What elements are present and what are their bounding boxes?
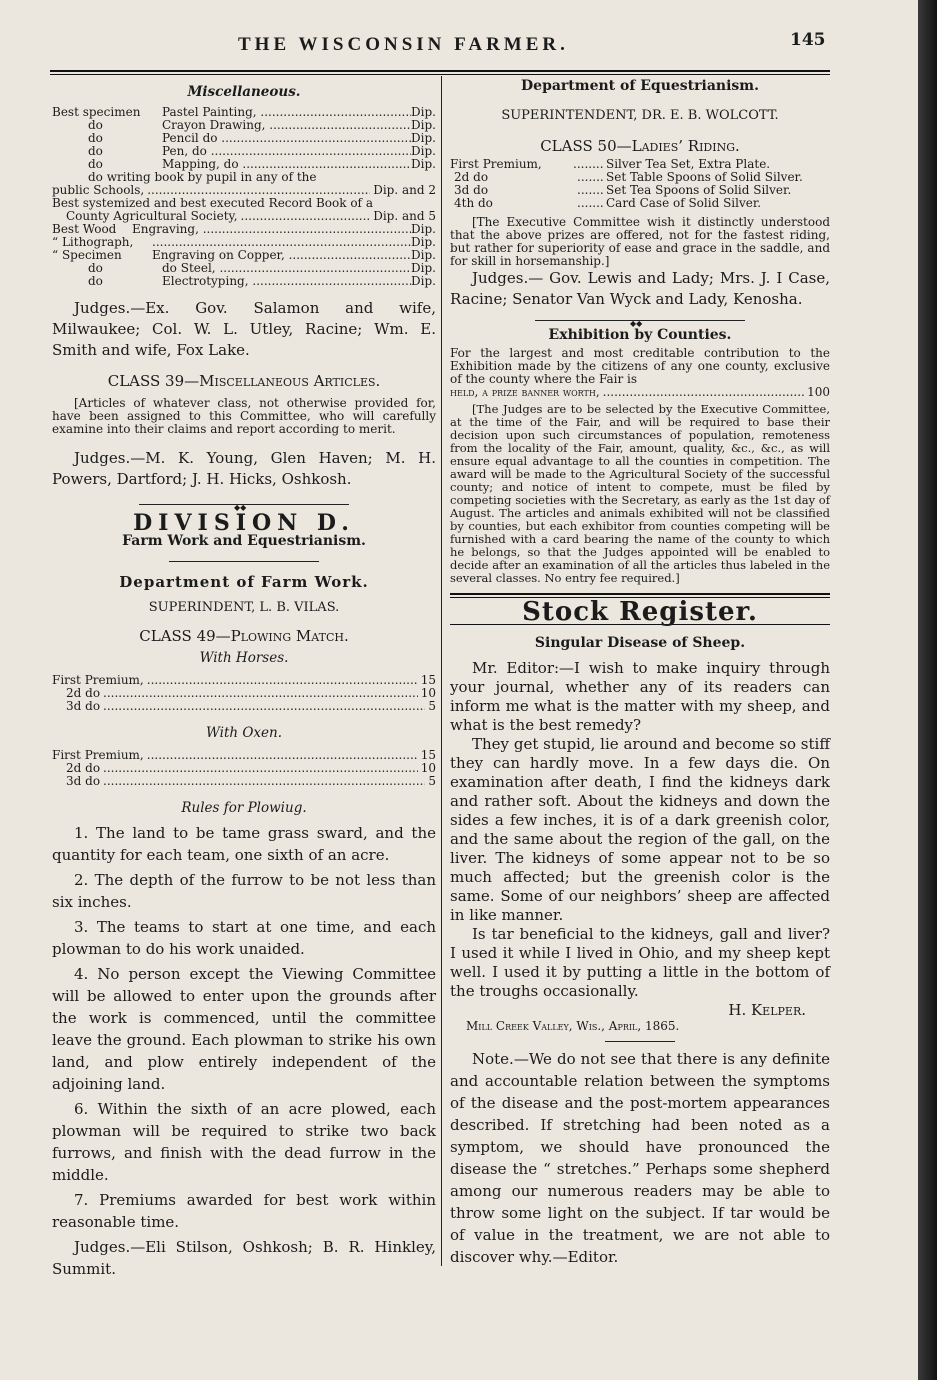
- premium-row: [52, 687, 436, 700]
- page-edge: [918, 0, 937, 1380]
- left-column: [52, 84, 436, 1280]
- superintendent-farm: SUPERINDENT, L. B. VILAS.: [148, 600, 340, 615]
- misc-item-c: Dip.: [411, 248, 436, 262]
- rule-item: 6. Within the sixth of an acre plowed, each plowman will be required to strike two back furrows, and finish with the dead furrow in the middle.: [52, 1100, 436, 1184]
- misc-item-b: Pen, do .....: [162, 145, 411, 158]
- misc-item-b: do Steel, .....: [162, 262, 411, 275]
- article-paragraph: Is tar beneficial to the kidneys, gall and liver? I used it while I lived in Ohio, and my sheep kept well. I used it by putting a little in the bottom of the troughs occasionally.: [450, 925, 830, 1000]
- misc-writing-label: public Schools,: [52, 183, 145, 197]
- misc-item-b: Pastel Painting, .....: [162, 106, 411, 119]
- division-heading: DIVISION D.: [133, 510, 355, 536]
- class-49-heading: CLASS 49—Plowing Match.: [139, 627, 349, 645]
- right-column: [450, 78, 830, 1268]
- premium-value: 10: [420, 686, 436, 700]
- misc-item-b: [152, 236, 411, 249]
- rule-item: 1. The land to be tame grass sward, and the quantity for each team, one sixth of an acre.: [52, 824, 436, 864]
- header-rule-thin: [50, 74, 830, 75]
- class-50-heading: CLASS 50—Ladies’ Riding.: [540, 137, 740, 155]
- section-rule-thick: [450, 593, 830, 595]
- misc-item-c: Dip.: [411, 235, 436, 249]
- section-rule: [605, 1041, 675, 1042]
- prize-value: Set Tea Spoons of Solid Silver.: [606, 183, 792, 197]
- prize-label: First Premium,: [450, 157, 542, 171]
- column-divider: [441, 76, 442, 1266]
- misc-item-c: Dip.: [411, 144, 436, 158]
- exhibition-text: For the largest and most creditable contribution to the Exhibition made by the citizens of any one county, exclusive of the county where the Fair is: [450, 346, 830, 386]
- misc-item-c: Dip.: [411, 274, 436, 288]
- rules-list: [52, 822, 436, 1280]
- misc-item-a: do: [88, 274, 103, 288]
- with-horses-heading: With Horses.: [199, 650, 289, 666]
- judges-eq: Judges.— Gov. Lewis and Lady; Mrs. J. I Case, Racine; Senator Van Wyck and Lady, Kenosha.: [450, 269, 830, 308]
- misc-item-b: Mapping, do .....: [162, 158, 411, 171]
- exhibition-prize-value: 100: [807, 385, 830, 399]
- page-number: 145: [790, 30, 826, 50]
- section-rule: [169, 561, 319, 562]
- misc-item-a: Best specimen: [52, 105, 141, 119]
- premium-label: 2d do: [66, 761, 101, 775]
- article-title: Singular Disease of Sheep.: [534, 635, 746, 651]
- prize-value: Set Table Spoons of Solid Silver.: [606, 170, 803, 184]
- running-title: THE WISCONSIN FARMER.: [238, 34, 569, 55]
- misc-item-b: Electrotyping, .....: [162, 275, 411, 288]
- misc-item-c: Dip.: [411, 131, 436, 145]
- premium-row: [52, 762, 436, 775]
- editor-note: Note.—We do not see that there is any definite and accountable relation between the symptoms of the disease and the post-mortem appearances described. If stretching had been noted as a symptom, we should have pronounced the disease the “ stretches.” Perhaps some shepherd among our numerous readers may be able to throw some light on the subject. If tar would be of value in the treatment, we are not able to discover why.—Editor.: [450, 1050, 830, 1266]
- misc-item: [52, 249, 436, 262]
- premium-label: 3d do: [66, 774, 101, 788]
- misc-item-b: Pencil do .....: [162, 132, 411, 145]
- misc-record-value: Dip. and 5: [373, 209, 436, 223]
- misc-record-line1: Best systemized and best executed Record Book of a: [52, 196, 373, 210]
- rule-item: 2. The depth of the furrow to be not less than six inches.: [52, 871, 436, 911]
- premium-value: 15: [420, 748, 436, 762]
- misc-writing-line1: do writing book by pupil in any of the: [88, 170, 317, 184]
- premium-row: [52, 749, 436, 762]
- section-rule: ◆◆: [535, 320, 745, 321]
- with-oxen-heading: With Oxen.: [205, 725, 283, 741]
- article-place: Mill Creek Valley, Wis., April, 1865.: [466, 1019, 680, 1033]
- misc-item-b: Engraving on Copper, .....: [152, 249, 411, 262]
- misc-writing-value: Dip. and 2: [373, 183, 436, 197]
- rule-item: 7. Premiums awarded for best work within reasonable time.: [52, 1191, 436, 1231]
- division-subheading: Farm Work and Equestrianism.: [122, 533, 366, 549]
- prize-label: 2d do: [454, 170, 489, 184]
- exhibition-prize-label: held, a prize banner worth,: [450, 385, 600, 399]
- misc-item: [52, 106, 436, 119]
- misc-item-a: “ Specimen: [52, 248, 122, 262]
- article-paragraph: They get stupid, lie around and become so stiff they can hardly move. In a few days die. On examination after death, I find the kidneys dark and rather soft. About the kidneys and down the sides a few inches, it is of a dark greenish color, and the same about the region of the gall, on the liver. The kidneys of some appear not to be so much affected; but the greenish color is the same. Some of our neighbors’ sheep are affected in like manner.: [450, 735, 830, 924]
- premium-label: 3d do: [66, 699, 101, 713]
- ladies-riding-prizes: [450, 158, 830, 210]
- misc-item-a: do: [88, 261, 103, 275]
- premium-value: 10: [420, 761, 436, 775]
- premium-value: 15: [420, 673, 436, 687]
- running-header: [0, 28, 918, 58]
- misc-item-b: Crayon Drawing, .....: [162, 119, 411, 132]
- misc-item-a: do: [88, 131, 103, 145]
- premium-row: [52, 700, 436, 713]
- rule-item: 3. The teams to start at one time, and each plowman to do his work unaided.: [52, 918, 436, 958]
- prize-label: 4th do: [454, 196, 493, 210]
- premium-label: First Premium,: [52, 748, 144, 762]
- judges-misc: Judges.—Ex. Gov. Salamon and wife, Milwaukee; Col. W. L. Utley, Racine; Wm. E. Smith and wife, Fox Lake.: [52, 299, 436, 359]
- misc-item-c: Dip.: [411, 118, 436, 132]
- rule-item: 4. No person except the Viewing Committee will be allowed to enter upon the grounds after the work is commenced, until the committee leave the ground. Each plowman to strike his own land, and plow entirely independent of the adjoining land.: [52, 965, 436, 1093]
- misc-item-b: Engraving, .....: [132, 223, 411, 236]
- dept-equestrianism-heading: Department of Equestrianism.: [521, 78, 759, 94]
- prize-label: 3d do: [454, 183, 489, 197]
- misc-item-a: Best Wood: [52, 222, 117, 236]
- eq-note: [The Executive Committee wish it distinctly understood that the above prizes are offered, not for the fastest riding, but rather for superiority of ease and grace in the saddle, and for skill in horsemanship.]: [450, 215, 830, 268]
- article-signature: H. Kelper.: [728, 1001, 806, 1019]
- prize-value: Card Case of Solid Silver.: [606, 196, 762, 210]
- exhibition-prize-row: [450, 386, 830, 399]
- premium-value: 5: [428, 699, 436, 713]
- misc-heading: Miscellaneous.: [187, 84, 301, 100]
- horses-list: [52, 674, 436, 713]
- judges-class-39: Judges.—M. K. Young, Glen Haven; M. H. Powers, Dartford; J. H. Hicks, Oshkosh.: [52, 449, 436, 488]
- dept-farm-heading: Department of Farm Work.: [119, 573, 369, 591]
- exhibition-heading: Exhibition by Counties.: [548, 327, 732, 343]
- misc-item-c: Dip.: [411, 222, 436, 236]
- article-body: [450, 659, 830, 1268]
- misc-item-a: “ Lithograph,: [52, 235, 134, 249]
- premium-row: [52, 775, 436, 788]
- superintendent-eq: SUPERINTENDENT, DR. E. B. WOLCOTT.: [501, 108, 779, 123]
- misc-item-c: Dip.: [411, 157, 436, 171]
- prize-value: Silver Tea Set, Extra Plate.: [606, 157, 771, 171]
- section-rule: ◆◆: [139, 504, 349, 505]
- misc-item: [52, 262, 436, 275]
- exhibition-note: [The Judges are to be selected by the Executive Committee, at the time of the Fair, and will be required to base their decision upon such circumstances of population, remoteness from the locality of the Fair, amount, quality, &c., &c., as will ensure equal advantage to all the counties in competition. The award will be made to the Agricultural Society of the successful county; and notice of intent to compete, must be filed by competing societies with the Secretary, as early as the 1st day of August. The articles and animals exhibited will not be classified by counties, but each exhibitor from counties competing will be furnished with a card bearing the name of the county to which he belongs, so that the Judges appointed will be enabled to decide after an examination of all the articles thus labeled in the several classes. No entry fee required.]: [450, 402, 830, 585]
- misc-item-a: do: [88, 118, 103, 132]
- class-39-note: [Articles of whatever class, not otherwise provided for, have been assigned to this Committee, who will carefully examine into their claims and report according to merit.: [52, 396, 436, 436]
- premium-label: 2d do: [66, 686, 101, 700]
- premium-label: First Premium,: [52, 673, 144, 687]
- judges-plowing: Judges.—Eli Stilson, Oshkosh; B. R. Hinkley, Summit.: [52, 1238, 436, 1278]
- misc-item: [52, 275, 436, 288]
- premium-value: 5: [428, 774, 436, 788]
- misc-item: [52, 119, 436, 132]
- header-rule: [50, 70, 830, 72]
- misc-item: [52, 132, 436, 145]
- misc-item-a: do: [88, 144, 103, 158]
- misc-item-a: do: [88, 157, 103, 171]
- misc-record-label: County Agricultural Society,: [66, 209, 238, 223]
- misc-item-c: Dip.: [411, 261, 436, 275]
- misc-item: [52, 145, 436, 158]
- article-paragraph: Mr. Editor:—I wish to make inquiry through your journal, whether any of its readers can inform me what is the matter with my sheep, and what is the best remedy?: [450, 659, 830, 734]
- oxen-list: [52, 749, 436, 788]
- misc-item-c: Dip.: [411, 105, 436, 119]
- stock-register-heading: Stock Register.: [522, 597, 758, 627]
- misc-list: [52, 106, 436, 288]
- prize-row: [450, 197, 830, 210]
- class-39-heading: CLASS 39—Miscellaneous Articles.: [107, 372, 381, 390]
- premium-row: [52, 674, 436, 687]
- rules-heading: Rules for Plowiug.: [181, 800, 307, 816]
